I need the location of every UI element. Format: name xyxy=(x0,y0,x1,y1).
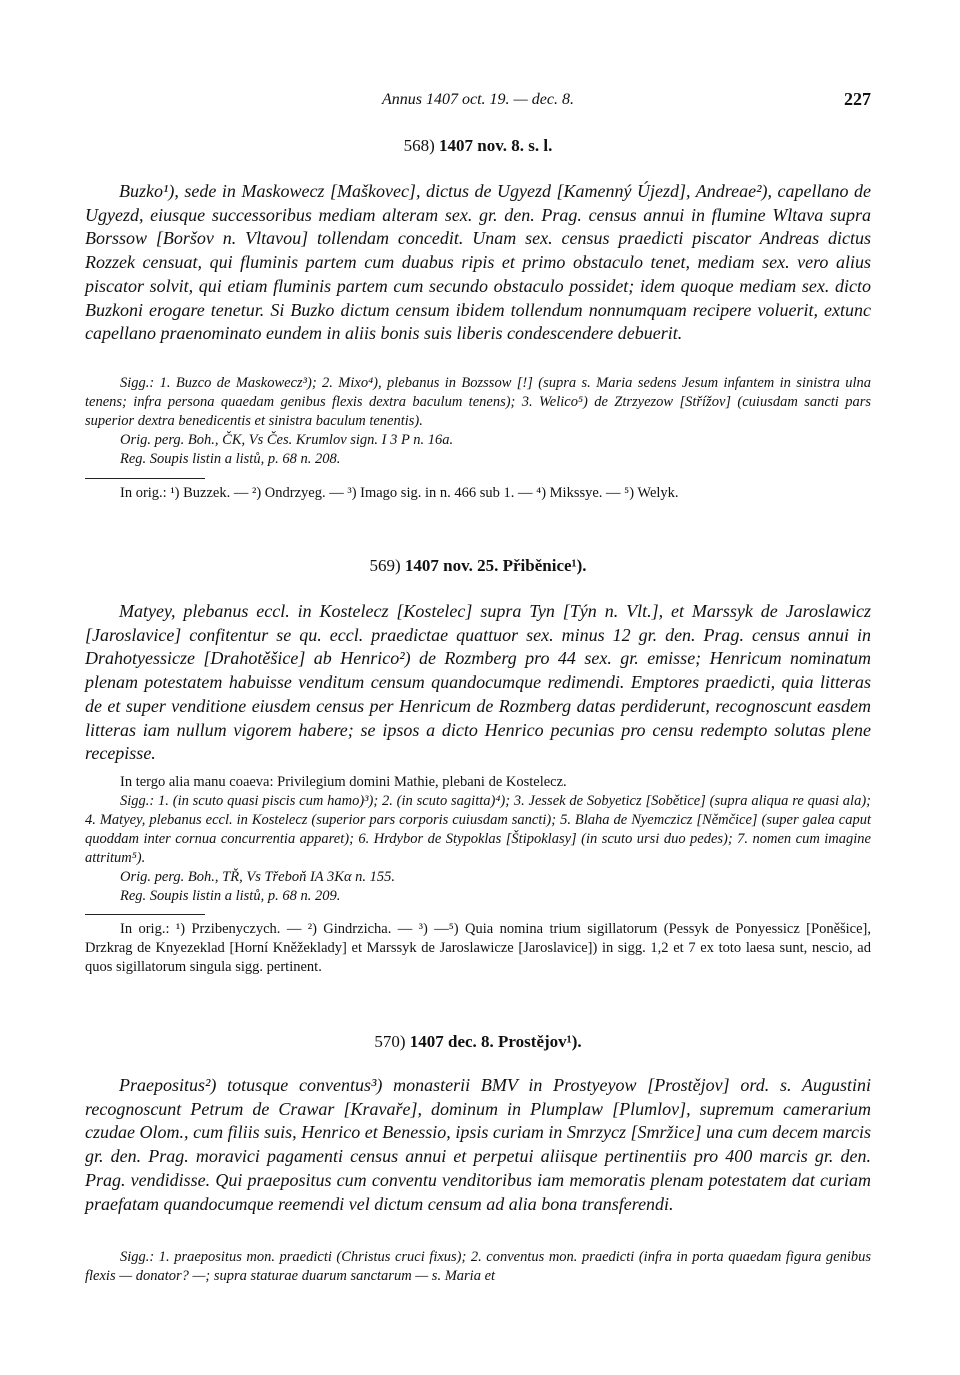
seals-note: Sigg.: 1. Buzco de Maskowecz³); 2. Mixo⁴), plebanus in Bozssow [!] (supra s. Maria sedens Jesum infantem in sinistra ulna tenens; infra persona quaedam genibus flexis dextra baculum tenens); 3. Welico⁵) de Ztrzyezow [Střížov] (cuiusdam sancti pars superior dextra benedicentis et sinistra baculum tenentis). xyxy=(85,375,871,429)
running-title: Annus 1407 oct. 19. — dec. 8. xyxy=(382,91,574,108)
entry-number: 569) xyxy=(369,556,401,575)
running-head xyxy=(85,91,871,113)
entry-body-569 xyxy=(85,600,871,766)
dorsal-note: In tergo alia manu coaeva: Privilegium domini Mathie, plebani de Kostelecz. xyxy=(120,774,567,790)
footnote-text: In orig.: ¹) Przibenyczych. — ²) Gindrzicha. — ³) —⁵) Quia nomina trium sigillatorum (Pessyk de Ponyessicz [Poněšice], Drzkrag de Knyezeklad [Horní Kněžeklady] et Marssyk de Jaroslawicze [Jaroslavice]) in sigg. 1,2 et 7 ex toto laesa sunt, nescio, ad quos sigillatorum singula sigg. pertinent. xyxy=(85,921,871,975)
entry-date: 1407 nov. 8. s. l. xyxy=(439,136,553,155)
original-note: Orig. perg. Boh., ČK, Vs Čes. Krumlov sign. I 3 P n. 16a. xyxy=(120,432,454,448)
entry-heading-568 xyxy=(85,136,871,156)
footnotes-569 xyxy=(85,920,871,977)
entry-body-570 xyxy=(85,1074,871,1216)
regest-text: Matyey, plebanus eccl. in Kostelecz [Kostelec] supra Tyn [Týn n. Vlt.], et Marssyk de Jaroslawicz [Jaroslavice] confitentur se qu. eccl. praedictae quattuor sex. minus 12 gr. den. Prag. census annui in Drahotyessicze [Drahotěšice] ab Henrico²) de Rozmberg pro 44 sex. gr. emisse; Henricum nominatum plenam potestatem habuisse venditum censum quandocumque redimendi. Emptores praedicti, quia litteras de et super venditione eiusdem census per Henricum de Rozmberg datas perdiderunt, recognoscunt easdem litteras iam nullum vigorem habere; se ipsos a dicto Henrico pecunias pro censu redempto solutas plene recepisse. xyxy=(85,601,871,764)
entry-date: 1407 nov. 25. Přiběnice¹). xyxy=(404,556,587,575)
seals-note: Sigg.: 1. praepositus mon. praedicti (Christus cruci fixus); 2. conventus mon. praedicti (infra in porta quaedam figura genibus flexis — donator? —; supra staturae duarum sanctarum — s. Maria et xyxy=(85,1249,871,1284)
footnotes-568 xyxy=(85,484,871,503)
entry-notes-568 xyxy=(85,374,871,469)
entry-body-568 xyxy=(85,180,871,346)
regest-text: Buzko¹), sede in Maskowecz [Maškovec], dictus de Ugyezd [Kamenný Újezd], Andreae²), capellano de Ugyezd, eiusque successoribus mediam alteram sex. gr. den. Prag. census annui in flumine Wltava supra Borssow [Boršov n. Vltavou] tollendam concedit. Unam sex. census praedicti piscator Andreas dictus Rozzek censuat, qui fluminis partem cum duabus ripis et primo obstaculo tenet, mediam sex. vero alius piscator solvit, qui etiam fluminis partem cum secundo obstaculo possidet; idem quoque mediam sex. dicto Buzkoni erogare tenetur. Si Buzko dictum censum ibidem tollendum nonnumquam recipere voluerit, extunc capellano praenominato eundem in aliis bonis suis liberis condescendere debuerit. xyxy=(85,181,871,344)
entry-notes-570 xyxy=(85,1248,871,1286)
footnote-text: In orig.: ¹) Buzzek. — ²) Ondrzyeg. — ³) Imago sig. in n. 466 sub 1. — ⁴) Mikssye. — ⁵) Welyk. xyxy=(120,485,679,501)
register-note: Reg. Soupis listin a listů, p. 68 n. 209. xyxy=(120,888,341,904)
page-number: 227 xyxy=(844,89,871,109)
regest-text: Praepositus²) totusque conventus³) monasterii BMV in Prostyeyow [Prostějov] ord. s. Augustini recognoscunt Petrum de Crawar [Kravaře], dominum in Plumplaw [Plumlov], supremum camerarium czudae Olom., cum filiis suis, Henrico et Benessio, ipsis curiam in Smrzycz [Smržice] una cum decem marcis gr. den. Prag. moravici pagamenti census annui et perpetui aliisque pertinentiis pro 400 marcis gr. den. Prag. vendidisse. Qui praepositus cum conventu venditoribus iam memoratis plenam potestatem dat curiam praefatam quandocumque reemendi vel dictum censum ad alia bona transferendi. xyxy=(85,1075,871,1214)
footnote-rule xyxy=(85,478,205,479)
seals-note: Sigg.: 1. (in scuto quasi piscis cum hamo)³); 2. (in scuto sagitta)⁴); 3. Jessek de Sobyeticz [Sobětice] (supra aliqua re quasi ala); 4. Matyey, plebanus eccl. in Kostelecz (superior pars corporis cuiusdam sancti); 5. Blaha de Nyemczicz [Němčice] (super galea caput quoddam inter cornua concurrentia apparet); 6. Hrdybor de Stypoklas [Štipoklasy] (in scuto ursi duo pedes); 7. nomen cum imagine attritum⁵). xyxy=(85,793,871,866)
entry-number: 570) xyxy=(374,1032,406,1051)
footnote-rule xyxy=(85,914,205,915)
entry-heading-570 xyxy=(85,1032,871,1052)
entry-notes-569 xyxy=(85,773,871,906)
entry-number: 568) xyxy=(403,136,435,155)
register-note: Reg. Soupis listin a listů, p. 68 n. 208. xyxy=(120,451,341,467)
entry-heading-569 xyxy=(85,556,871,576)
original-note: Orig. perg. Boh., TŘ, Vs Třeboň IA 3Kα n. 155. xyxy=(120,869,396,885)
entry-date: 1407 dec. 8. Prostějov¹). xyxy=(409,1032,582,1051)
